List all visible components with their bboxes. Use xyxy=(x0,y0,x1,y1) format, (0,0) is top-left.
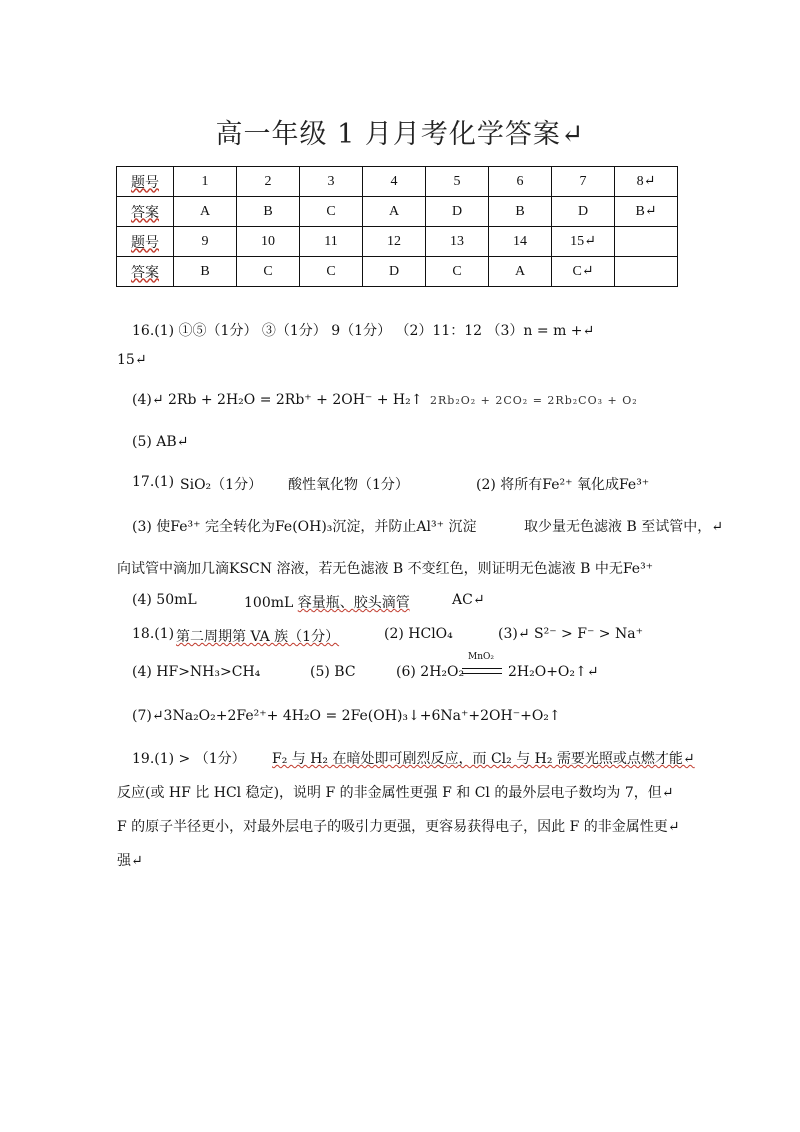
q18-line2d: 2H₂O+O₂↑↵ xyxy=(508,664,599,680)
q17-line1a: 17.(1) xyxy=(132,474,175,490)
q18-line1d: (3)↵ S²⁻ > F⁻ > Na⁺ xyxy=(498,626,643,642)
q17-line4a: (4) 50mL xyxy=(132,592,197,608)
q18-line1c: (2) HClO₄ xyxy=(384,626,453,642)
table-cell: D xyxy=(426,197,489,227)
table-cell: 4 xyxy=(363,167,426,197)
table-cell: B xyxy=(237,197,300,227)
answer-table xyxy=(116,166,678,287)
q16-line1: 16.(1) ①⑤（1分） ③（1分） 9（1分） （2）11：12 （3）n = m +↵ xyxy=(132,323,595,339)
q18-reaction-arrow xyxy=(462,668,502,674)
q17-line2a: (3) 使Fe³⁺ 完全转化为Fe(OH)₃沉淀，并防止Al³⁺ 沉淀 xyxy=(132,519,477,535)
table-cell: B xyxy=(174,257,237,287)
table-cell: C↵ xyxy=(552,257,615,287)
table-cell: B↵ xyxy=(615,197,678,227)
table-cell: C xyxy=(300,197,363,227)
q18-line1a: 18.(1) xyxy=(132,626,175,642)
table-cell xyxy=(615,227,678,257)
table-cell xyxy=(615,257,678,287)
q19-line4: 强↵ xyxy=(117,853,143,869)
q18-line1b: 第二周期第 VA 族（1分） xyxy=(176,629,340,645)
q19-line1b: F₂ 与 H₂ 在暗处即可剧烈反应，而 Cl₂ 与 H₂ 需要光照或点燃才能↵ xyxy=(272,751,695,767)
q16-line3a: (4)↵ 2Rb + 2H₂O = 2Rb⁺ + 2OH⁻ + H₂↑ xyxy=(132,392,423,408)
table-cell: 15↵ xyxy=(552,227,615,257)
table-cell: 11 xyxy=(300,227,363,257)
q17-line2b: 取少量无色滤液 B 至试管中，↵ xyxy=(524,519,723,535)
table-cell: 7 xyxy=(552,167,615,197)
q19-line3: F 的原子半径更小，对最外层电子的吸引力更强，更容易获得电子，因此 F 的非金属性更↵ xyxy=(117,819,680,835)
table-cell: 5 xyxy=(426,167,489,197)
table-cell: 9 xyxy=(174,227,237,257)
table-row-header: 答案 xyxy=(117,257,174,287)
table-cell: B xyxy=(489,197,552,227)
q17-line3: 向试管中滴加几滴KSCN 溶液，若无色滤液 B 不变红色，则证明无色滤液 B 中无Fe³⁺ xyxy=(117,561,654,577)
table-cell: C xyxy=(237,257,300,287)
table-row xyxy=(117,227,678,257)
q18-line2c: (6) 2H₂O₂ xyxy=(396,664,465,680)
q17-line1d: (2) 将所有Fe²⁺ 氧化成Fe³⁺ xyxy=(476,477,650,493)
q18-catalyst: MnO₂ xyxy=(468,652,494,662)
table-cell: C xyxy=(426,257,489,287)
q17-glassware: 容量瓶、胶头滴管 xyxy=(297,595,410,611)
table-cell: 3 xyxy=(300,167,363,197)
q17-line1c: 酸性氧化物（1分） xyxy=(288,477,409,493)
table-row xyxy=(117,257,678,287)
table-row-header: 答案 xyxy=(117,197,174,227)
table-cell: D xyxy=(552,197,615,227)
q16-line3b: 2Rb₂O₂ + 2CO₂ = 2Rb₂CO₃ + O₂ xyxy=(430,394,638,407)
table-cell: 13 xyxy=(426,227,489,257)
table-cell: C xyxy=(300,257,363,287)
table-row-header: 题号 xyxy=(117,167,174,197)
table-cell: 10 xyxy=(237,227,300,257)
q17-line4c: AC↵ xyxy=(452,592,485,608)
table-cell: 8↵ xyxy=(615,167,678,197)
table-row xyxy=(117,197,678,227)
table-cell: A xyxy=(363,197,426,227)
q19-line2: 反应(或 HF 比 HCl 稳定)，说明 F 的非金属性更强 F 和 Cl 的最外层电子数均为 7，但↵ xyxy=(117,785,674,801)
q19-line1a: 19.(1) > （1分） xyxy=(132,751,246,767)
q17-line4b xyxy=(244,592,410,612)
page-title: 高一年级 1 月月考化学答案↵ xyxy=(215,119,585,150)
table-cell: 6 xyxy=(489,167,552,197)
q17-line1b: SiO₂（1分） xyxy=(180,477,263,493)
q18-line2a: (4) HF>NH₃>CH₄ xyxy=(132,664,261,680)
table-row-header: 题号 xyxy=(117,227,174,257)
table-cell: 2 xyxy=(237,167,300,197)
q19-line1b-wrap xyxy=(272,748,695,768)
q17-volume: 100mL xyxy=(244,595,298,611)
q18-line3: (7)↵3Na₂O₂+2Fe²⁺+ 4H₂O = 2Fe(OH)₃↓+6Na⁺+2OH⁻+O₂↑ xyxy=(132,708,561,724)
q16-line2: 15↵ xyxy=(117,352,147,368)
q18-line2b: (5) BC xyxy=(310,664,356,680)
table-cell: 12 xyxy=(363,227,426,257)
table-cell: 1 xyxy=(174,167,237,197)
table-cell: D xyxy=(363,257,426,287)
q18-line1b-wrap xyxy=(176,626,339,646)
table-cell: 14 xyxy=(489,227,552,257)
table-row xyxy=(117,167,678,197)
table-cell: A xyxy=(174,197,237,227)
q16-line4: (5) AB↵ xyxy=(132,434,189,450)
table-cell: A xyxy=(489,257,552,287)
